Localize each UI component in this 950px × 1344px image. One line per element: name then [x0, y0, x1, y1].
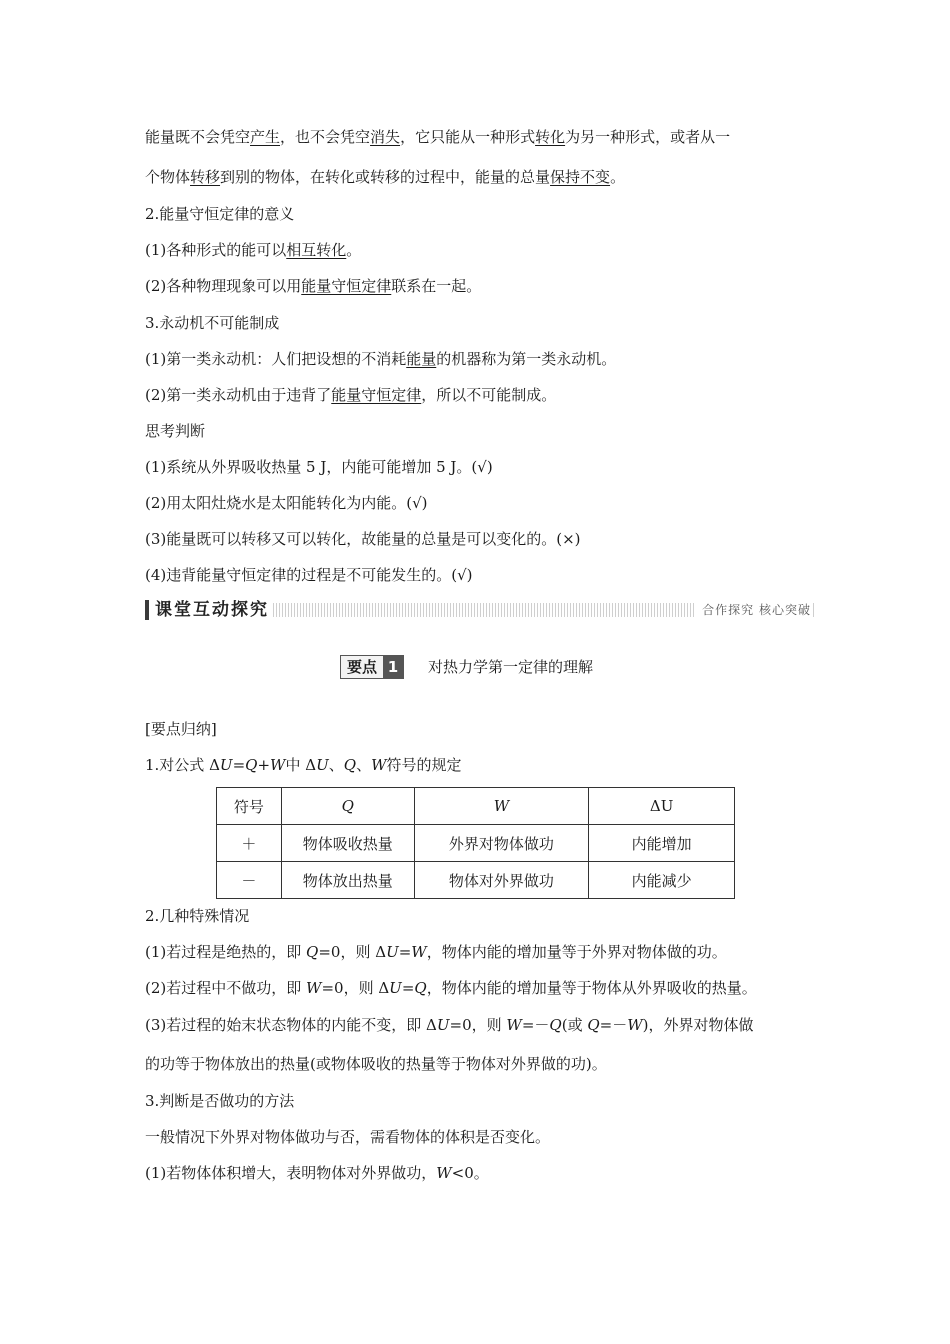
- text: 符号的规定: [386, 756, 462, 774]
- sign-convention-table: [216, 787, 735, 899]
- rule-heading-2: 2.几种特殊情况: [145, 907, 250, 925]
- table-cell: －: [217, 862, 282, 899]
- item-significance-1: [145, 240, 361, 260]
- text: ，它只能从一种形式: [400, 128, 536, 146]
- rule-heading-3: 3.判断是否做功的方法: [145, 1092, 295, 1110]
- text: 中 Δ: [285, 756, 317, 774]
- var: Q: [549, 1016, 562, 1034]
- var: U: [219, 756, 233, 774]
- underlined-term: 相互转化: [286, 241, 347, 259]
- var: W: [371, 756, 387, 774]
- text: (或: [561, 1016, 588, 1034]
- text: =0，则 Δ: [318, 943, 387, 961]
- work-judgment-text: 一般情况下外界对物体做功与否，需看物体的体积是否变化。: [145, 1128, 551, 1146]
- text: 1.对公式 Δ: [145, 756, 220, 774]
- rule-heading-1: [145, 755, 462, 775]
- text: ，物体内能的增加量等于物体从外界吸收的热量。: [426, 979, 757, 997]
- underlined-term: 能量守恒定律: [331, 386, 422, 404]
- table-header-cell: Q: [281, 788, 414, 825]
- text: 。: [346, 241, 362, 259]
- section-banner: [145, 598, 815, 622]
- table-cell: 物体对外界做功: [414, 862, 589, 899]
- var: W: [436, 1164, 452, 1182]
- judge-item-3: (3)能量既可以转移又可以转化，故能量的总量是可以变化的。(×): [145, 530, 581, 548]
- table-header-cell: 符号: [217, 788, 282, 825]
- var: W: [306, 979, 322, 997]
- text: 。: [610, 168, 626, 186]
- item-significance-2: [145, 276, 481, 296]
- var: U: [389, 979, 402, 997]
- var: U: [316, 756, 329, 774]
- text: =－: [599, 1016, 628, 1034]
- underlined-term: 产生: [250, 128, 281, 146]
- heading-think-judge: 思考判断: [145, 422, 206, 440]
- var: W: [506, 1016, 522, 1034]
- underlined-term: 保持不变: [550, 168, 611, 186]
- var: Q: [414, 979, 427, 997]
- underlined-term: 消失: [370, 128, 401, 146]
- text: 到别的物体，在转化或转移的过程中，能量的总量: [220, 168, 551, 186]
- text: ，也不会凭空: [280, 128, 371, 146]
- banner-title: 课堂互动探究: [155, 600, 269, 620]
- banner-subtitle: 合作探究 核心突破: [696, 598, 811, 622]
- text: (2)若过程中不做功，即: [145, 979, 307, 997]
- text: 联系在一起。: [391, 277, 482, 295]
- special-case-3-continued: 的功等于物体放出的热量(或物体吸收的热量等于物体对外界做的功)。: [145, 1055, 607, 1073]
- work-judgment-item-1: [145, 1163, 489, 1183]
- text: =: [398, 943, 412, 961]
- underlined-term: 转化: [535, 128, 566, 146]
- table-cell: 物体吸收热量: [281, 825, 414, 862]
- keypoint-label-box: [340, 655, 404, 679]
- judge-item-4: (4)违背能量守恒定律的过程是不可能发生的。(√): [145, 566, 473, 584]
- heading-perpetual-motion: 3.永动机不可能制成: [145, 314, 280, 332]
- underlined-term: 能量: [406, 350, 437, 368]
- var: Q: [587, 1016, 600, 1034]
- banner-bar: [145, 600, 149, 620]
- judge-item-1: (1)系统从外界吸收热量 5 J，内能可能增加 5 J。(√): [145, 458, 493, 476]
- text: =: [232, 756, 246, 774]
- text: (1)第一类永动机：人们把设想的不消耗: [145, 350, 407, 368]
- text: =: [401, 979, 415, 997]
- text: 、: [328, 756, 344, 774]
- judge-item-2: (2)用太阳灶烧水是太阳能转化为内能。(√): [145, 494, 428, 512]
- table-row: [217, 862, 735, 899]
- underlined-term: 转移: [190, 168, 221, 186]
- heading-significance: 2.能量守恒定律的意义: [145, 205, 295, 223]
- special-case-1: [145, 942, 727, 962]
- text: ，物体内能的增加量等于外界对物体做的功。: [426, 943, 727, 961]
- keypoint-label: 要点: [347, 658, 378, 676]
- var: Q: [343, 756, 357, 774]
- text: (2)各种物理现象可以用: [145, 277, 302, 295]
- text: (1)各种形式的能可以: [145, 241, 287, 259]
- text: =－: [521, 1016, 550, 1034]
- table-cell: 内能减少: [589, 862, 735, 899]
- var: Q: [306, 943, 319, 961]
- special-case-3: [145, 1015, 754, 1035]
- text: =0，则: [449, 1016, 507, 1034]
- text: 能量既不会凭空: [145, 128, 251, 146]
- text: 的机器称为第一类永动机。: [436, 350, 617, 368]
- summary-heading: [要点归纳]: [145, 720, 217, 738]
- text: (1)若过程是绝热的，即: [145, 943, 307, 961]
- keypoint-title: 对热力学第一定律的理解: [428, 658, 594, 676]
- table-cell: ＋: [217, 825, 282, 862]
- underlined-term: 能量守恒定律: [301, 277, 392, 295]
- special-case-2: [145, 978, 757, 998]
- var: W: [627, 1016, 643, 1034]
- text: +: [257, 756, 271, 774]
- keypoint-number: 1: [383, 656, 403, 678]
- item-perpetual-1: [145, 349, 616, 369]
- text: (1)若物体体积增大，表明物体对外界做功，: [145, 1164, 437, 1182]
- table-cell: 内能增加: [589, 825, 735, 862]
- var: W: [270, 756, 286, 774]
- paragraph-energy-conservation-1: [145, 127, 730, 147]
- var: Q: [245, 756, 258, 774]
- table-header-row: [217, 788, 735, 825]
- text: (3)若过程的始末状态物体的内能不变，即 Δ: [145, 1016, 437, 1034]
- var: U: [436, 1016, 450, 1034]
- table-header-cell: ΔU: [589, 788, 735, 825]
- table-row: [217, 825, 735, 862]
- text: )，外界对物体做: [642, 1016, 754, 1034]
- table-cell: 外界对物体做功: [414, 825, 589, 862]
- item-perpetual-2: [145, 385, 556, 405]
- text: 、: [356, 756, 372, 774]
- table-cell: 物体放出热量: [281, 862, 414, 899]
- text: 个物体: [145, 168, 191, 186]
- var: U: [386, 943, 399, 961]
- text: (2)第一类永动机由于违背了: [145, 386, 332, 404]
- text: ，所以不可能制成。: [421, 386, 557, 404]
- text: <0。: [451, 1164, 489, 1182]
- table-header-cell: W: [414, 788, 589, 825]
- var: W: [411, 943, 427, 961]
- paragraph-energy-conservation-2: [145, 167, 625, 187]
- text: =0，则 Δ: [321, 979, 390, 997]
- text: 为另一种形式，或者从一: [565, 128, 731, 146]
